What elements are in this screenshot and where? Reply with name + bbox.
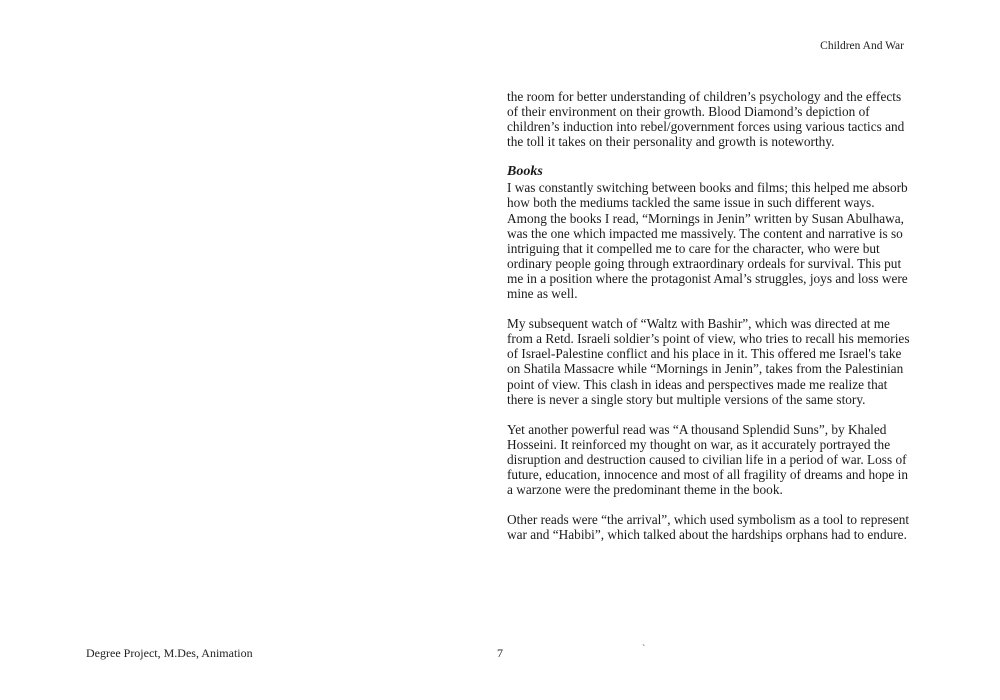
text-line: me in a position where the protagonist Amal’s struggles, joys and loss were — [507, 270, 908, 286]
page-number: 7 — [497, 646, 503, 660]
text-line: Among the books I read, “Mornings in Jenin” written by Susan Abulhawa, — [507, 210, 904, 226]
text-line: the room for better understanding of children’s psychology and the effects — [507, 89, 902, 104]
text-line: My subsequent watch of “Waltz with Bashir”, which was directed at me — [507, 316, 890, 332]
paragraph-other-reads — [507, 512, 910, 543]
text-line: Yet another powerful read was “A thousand Splendid Suns”, by Khaled — [507, 421, 887, 437]
text-line: I was constantly switching between books and films; this helped me absorb — [507, 180, 908, 196]
text-line: children’s induction into rebel/government forces using various tactics and — [507, 119, 905, 135]
text-line: on Shatila Massacre while “Mornings in Jenin”, takes from the Palestinian — [507, 361, 904, 377]
text-line: of Israel-Palestine conflict and his place in it. This offered me Israel's take — [507, 346, 902, 362]
text-line: mine as well. — [507, 286, 578, 302]
section-heading-books: Books — [507, 164, 543, 180]
paragraph-waltz-with-bashir — [507, 316, 910, 407]
body-column — [507, 89, 910, 557]
text-line: the toll it takes on their personality and growth is noteworthy. — [507, 134, 835, 150]
text-line: Other reads were “the arrival”, which used symbolism as a tool to represent — [507, 512, 910, 528]
running-header: Children And War — [820, 40, 904, 52]
text-line: how both the mediums tackled the same issue in such different ways. — [507, 195, 875, 211]
text-line: ordinary people going through extraordinary ordeals for survival. This put — [507, 255, 902, 271]
text-line: from a Retd. Israeli soldier’s point of view, who tries to recall his memories — [507, 331, 910, 347]
paragraph-books-intro — [507, 180, 907, 301]
text-line: point of view. This clash in ideas and perspectives made me realize that — [507, 376, 888, 392]
intro-paragraph — [507, 89, 907, 149]
text-line: Hosseini. It reinforced my thought on war, as it accurately portrayed the — [507, 436, 891, 452]
stray-mark: ` — [642, 644, 646, 655]
text-line: was the one which impacted me massively. The content and narrative is so — [507, 225, 903, 241]
text-line: a warzone were the predominant theme in the book. — [507, 482, 783, 498]
text-line: intriguing that it compelled me to care for the character, who were but — [507, 240, 880, 256]
text-line: war and “Habibi”, which talked about the hardships orphans had to endure. — [507, 527, 907, 543]
text-line: there is never a single story but multiple versions of the same story. — [507, 391, 866, 407]
text-line: of their environment on their growth. Blood Diamond’s depiction of — [507, 104, 870, 120]
text-line: disruption and destruction caused to civilian life in a period of war. Loss of — [507, 451, 907, 467]
footer-degree-label: Degree Project, M.Des, Animation — [86, 646, 253, 660]
paragraph-splendid-suns — [507, 422, 907, 497]
text-line: future, education, innocence and most of all fragility of dreams and hope in — [507, 466, 908, 482]
